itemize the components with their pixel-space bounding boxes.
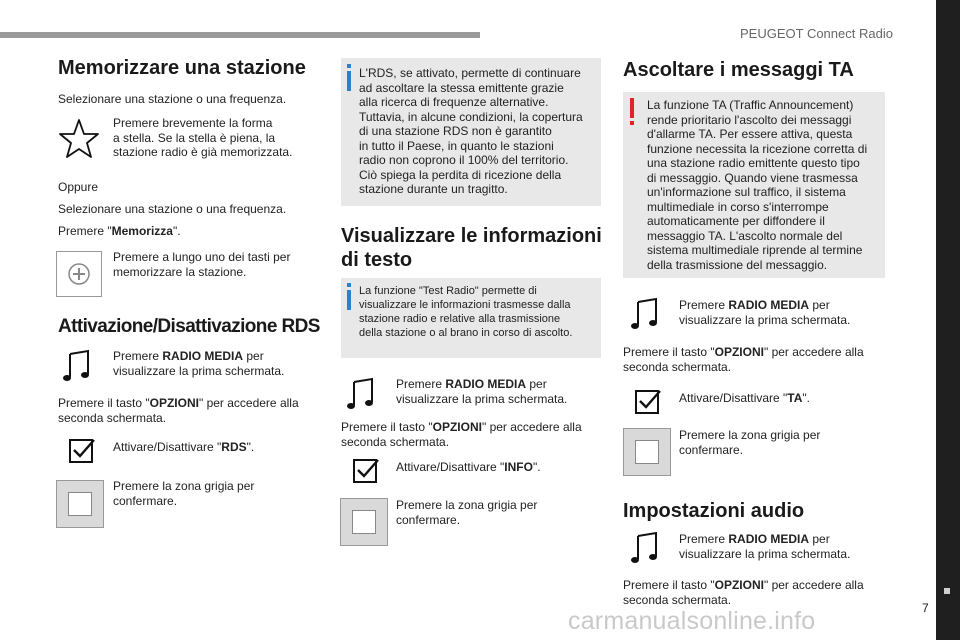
text-line: Premere la zona grigia per — [679, 428, 821, 442]
text-line: Premere brevemente la forma — [113, 116, 273, 130]
text-line: funzione necessita la ricezione corretta di — [647, 141, 868, 156]
info-icon — [347, 64, 351, 91]
text-line: confermare. — [113, 493, 178, 508]
plus-icon — [56, 251, 102, 297]
grid-confirm-icon — [56, 480, 104, 528]
text-run: Premere " — [58, 224, 112, 238]
section-title-text-info — [341, 224, 602, 272]
text-line: della stazione o al brano in corso di ascolto. — [359, 327, 573, 339]
text-line: seconda schermata. — [623, 592, 732, 607]
text-line — [623, 345, 864, 360]
text-run: Attivare/Disattivare " — [396, 460, 505, 474]
paragraph: Selezionare una stazione o una frequenza. — [58, 92, 287, 106]
check-instruction — [396, 460, 541, 475]
text-run: Premere — [679, 298, 729, 312]
radio-media-instruction — [679, 298, 850, 327]
text-bold: RADIO MEDIA — [728, 532, 810, 546]
text-line: rende prioritario l'ascolto dei messaggi — [647, 112, 852, 127]
top-rule — [0, 32, 480, 38]
text-bold: OPZIONI — [432, 420, 482, 434]
text-run: Attivare/Disattivare " — [113, 440, 222, 454]
opzioni-instruction — [623, 345, 864, 374]
checkbox-icon — [348, 452, 394, 498]
grid-confirm-icon — [340, 498, 388, 546]
text-run: " per accedere alla — [481, 420, 582, 434]
radio-media-instruction — [679, 532, 850, 561]
text-line: ad ascoltare la stessa emittente grazie — [359, 80, 564, 95]
text-line: di messaggio. Quando viene trasmessa — [647, 170, 858, 185]
text-line: d'allarme TA. Per essere attiva, questa — [647, 127, 853, 141]
star-icon — [56, 116, 102, 162]
text-line: multimediale in corso s'interrompe — [647, 199, 829, 214]
text-line — [679, 298, 850, 313]
text-run: Premere il tasto " — [341, 420, 433, 434]
text-run: ". — [246, 440, 255, 454]
check-instruction — [679, 391, 810, 406]
watermark: carmanualsonline.info — [568, 607, 816, 635]
text-line: La funzione TA (Traffic Announcement) — [647, 98, 854, 112]
text-run: Premere il tasto " — [623, 578, 715, 592]
text-bold: RADIO MEDIA — [445, 377, 527, 391]
text-run: " per accedere alla — [763, 578, 864, 592]
radio-media-instruction — [396, 377, 567, 406]
text-line: automaticamente per diffondere il — [647, 214, 825, 228]
text-bold: Memorizza — [111, 224, 173, 238]
text-run: Premere — [396, 377, 446, 391]
music-note-icon — [626, 294, 672, 340]
text-line: La funzione "Test Radio" permette di — [359, 285, 537, 297]
text-line: memorizzare la stazione. — [113, 264, 247, 279]
info-icon — [347, 283, 351, 310]
page-edge-bar — [936, 0, 960, 640]
text-run: " per accedere alla — [763, 345, 864, 359]
text-run: per — [243, 349, 264, 363]
check-instruction — [113, 440, 254, 455]
text-line — [623, 578, 864, 593]
text-line: Premere la zona grigia per — [396, 498, 538, 512]
text-line: Premere a lungo uno dei tasti per — [113, 250, 291, 264]
text-line: una stazione radio emittente questo tipo — [647, 156, 860, 170]
text-line: visualizzare la prima schermata. — [679, 312, 851, 327]
warning-icon — [630, 98, 634, 125]
opzioni-instruction — [341, 420, 582, 449]
star-instruction — [113, 116, 292, 160]
radio-media-instruction — [113, 349, 284, 378]
grid-instruction — [679, 428, 820, 457]
text-line: seconda schermata. — [623, 359, 732, 374]
text-run: Premere il tasto " — [623, 345, 715, 359]
text-line: seconda schermata. — [58, 410, 167, 425]
music-note-icon — [58, 346, 104, 392]
text-bold: OPZIONI — [149, 396, 199, 410]
test-info-text — [359, 284, 572, 340]
section-title-rds: Attivazione/Disattivazione RDS — [58, 316, 320, 337]
text-bold: OPZIONI — [714, 345, 764, 359]
text-line: stazione durante un tragitto. — [359, 182, 508, 196]
paragraph-premere — [58, 224, 181, 239]
edge-marker — [944, 588, 950, 594]
checkbox-icon — [64, 432, 110, 478]
rds-info-text — [359, 66, 583, 197]
title-line: Visualizzare le informazioni — [341, 225, 602, 247]
text-bold: RADIO MEDIA — [162, 349, 244, 363]
opzioni-instruction — [623, 578, 864, 607]
text-run: Premere — [679, 532, 729, 546]
text-run: ". — [532, 460, 541, 474]
text-line: seconda schermata. — [341, 434, 450, 449]
text-line: visualizzare la prima schermata. — [113, 363, 285, 378]
title-line: di testo — [341, 249, 413, 271]
opzioni-instruction — [58, 396, 299, 425]
text-line: della trasmissione del messaggio. — [647, 257, 828, 272]
text-line: in tutto il Paese, in quanto le stazioni — [359, 138, 554, 153]
text-run: Premere — [113, 349, 163, 363]
text-bold: INFO — [504, 460, 533, 474]
text-line: a stella. Se la stella è piena, la — [113, 130, 276, 145]
text-bold: TA — [787, 391, 803, 405]
text-run: ". — [802, 391, 810, 405]
text-line: stazione radio e relative alla trasmissione — [359, 313, 561, 325]
text-line — [113, 349, 284, 364]
text-run: per — [809, 298, 830, 312]
page-number: 7 — [922, 601, 929, 615]
section-title-memorize: Memorizzare una stazione — [58, 57, 306, 79]
text-line: un'informazione sul traffico, il sistema — [647, 185, 846, 199]
text-run: per — [526, 377, 547, 391]
text-line: di una stazione RDS non è garantito — [359, 124, 552, 138]
section-title-audio: Impostazioni audio — [623, 500, 805, 522]
text-line: Tuttavia, in alcune condizioni, la copertura — [359, 109, 583, 124]
header-title: PEUGEOT Connect Radio — [740, 26, 893, 41]
text-line: alla ricerca di frequenze alternative. — [359, 95, 549, 109]
text-line: messaggio TA. L'ascolto normale del — [647, 228, 843, 243]
grid-confirm-icon — [623, 428, 671, 476]
text-bold: OPZIONI — [714, 578, 764, 592]
text-run: " per accedere alla — [198, 396, 299, 410]
text-run: Premere il tasto " — [58, 396, 150, 410]
text-line: radio non coprono il 100% del territorio. — [359, 153, 569, 167]
text-line: Ciò spiega la perdita di ricezione della — [359, 167, 562, 182]
paragraph-oppure: Oppure — [58, 180, 99, 194]
music-note-icon — [626, 528, 672, 574]
music-note-icon — [342, 374, 388, 420]
text-line — [396, 377, 567, 392]
text-line: L'RDS, se attivato, permette di continuare — [359, 66, 581, 80]
text-line: confermare. — [396, 512, 461, 527]
grid-instruction — [396, 498, 537, 527]
text-line — [58, 396, 299, 411]
checkbox-icon — [630, 383, 676, 429]
text-run: ". — [172, 224, 181, 238]
text-line: stazione radio è già memorizzata. — [113, 145, 293, 159]
text-run: Attivare/Disattivare " — [679, 391, 788, 405]
text-line: visualizzare le informazioni trasmesse dalla — [359, 299, 571, 311]
paragraph: Selezionare una stazione o una frequenza. — [58, 202, 287, 216]
text-line — [341, 420, 582, 435]
grid-instruction — [113, 479, 254, 508]
text-line: visualizzare la prima schermata. — [679, 546, 851, 561]
text-bold: RDS — [221, 440, 247, 454]
text-line: visualizzare la prima schermata. — [396, 391, 568, 406]
text-line — [679, 532, 850, 547]
text-bold: RADIO MEDIA — [728, 298, 810, 312]
text-line: confermare. — [679, 442, 744, 457]
text-run: per — [809, 532, 830, 546]
ta-warning-text — [647, 98, 867, 272]
text-line: Premere la zona grigia per — [113, 479, 255, 493]
text-line: sistema multimediale riprende al termine — [647, 243, 863, 257]
section-title-ta: Ascoltare i messaggi TA — [623, 59, 854, 81]
plus-instruction — [113, 250, 290, 279]
